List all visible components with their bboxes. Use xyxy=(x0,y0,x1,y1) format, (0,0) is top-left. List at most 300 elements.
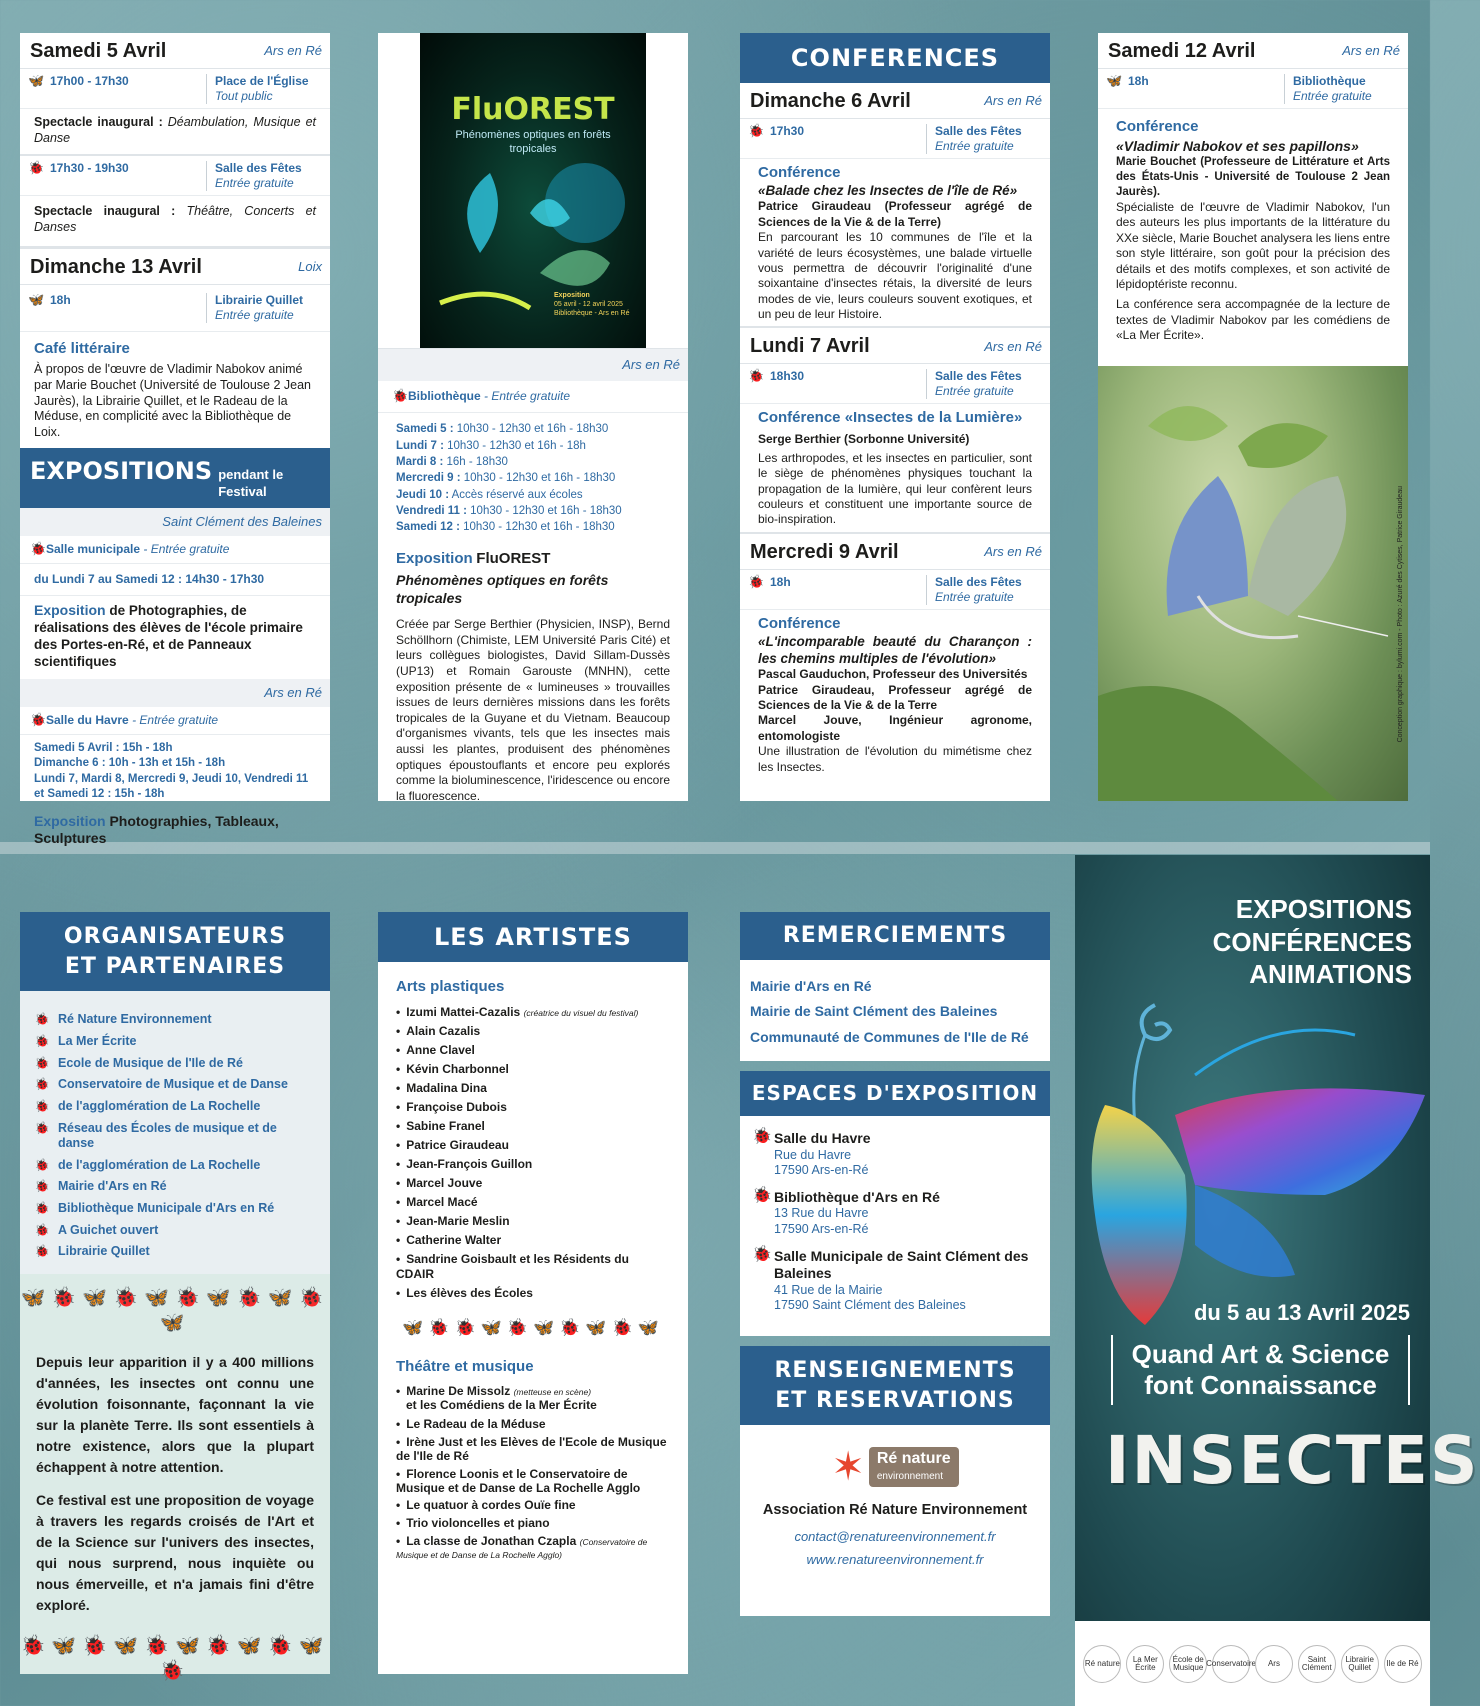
day-header xyxy=(740,326,1050,364)
conf-title: «Balade chez les Insectes de l'île de Ré» xyxy=(758,183,1018,199)
hours-line xyxy=(396,470,670,486)
beetle-icon: 🐞 xyxy=(34,1077,50,1092)
rne-logo xyxy=(740,1425,1050,1501)
artist-name: Catherine Walter xyxy=(406,1232,502,1247)
hours-time: Accès réservé aux écoles xyxy=(451,488,583,501)
slot-location: Salle des Fêtes xyxy=(935,574,1022,589)
partner-item xyxy=(34,1241,316,1263)
headline-line: ANIMATIONS xyxy=(1249,959,1412,989)
conf-title: «L'incomparable beauté du Charançon : les chemins multiples de l'évolution» xyxy=(758,633,1032,667)
partner-name: Librairie Quillet xyxy=(58,1244,150,1259)
insect-row-icon: 🐞🦋🐞🦋🐞🦋🐞🦋🐞🦋🐞 xyxy=(20,1635,330,1682)
slot-time: 17h00 - 17h30 xyxy=(50,74,129,88)
contact-block xyxy=(740,1346,1050,1616)
thanks-item: Mairie d'Ars en Ré xyxy=(750,977,872,994)
artist-item xyxy=(396,1060,670,1079)
intro-para: Depuis leur apparition il y a 400 millions d'années, les insectes ont connu une évolution foisonnante, façonnant la vie sur la planète Terre. Ils sont essentiels à notre existence, alors que la plupart échappent à notre attention. xyxy=(36,1354,314,1475)
artist-item xyxy=(396,1117,670,1136)
hours-line: Dimanche 6 : 10h - 13h et 15h - 18h xyxy=(34,757,226,770)
beetle-icon: 🐞 xyxy=(34,1244,50,1259)
artist-name: Madalina Dina xyxy=(406,1080,487,1095)
conf-label: Conférence xyxy=(1116,118,1199,135)
assoc-name: Association Ré Nature Environnement xyxy=(762,1502,1028,1519)
insect-row-icon: 🦋🐞🦋🐞🦋🐞🦋🐞🦋🐞🦋 xyxy=(20,1287,330,1334)
partners-list xyxy=(20,991,330,1275)
partner-logo: Saint Clément xyxy=(1298,1645,1336,1683)
contact-header xyxy=(740,1346,1050,1425)
day-title: Samedi 12 Avril xyxy=(1108,40,1256,62)
music-list xyxy=(378,1383,688,1415)
beetle-icon: 🐞 xyxy=(34,1034,50,1048)
head-line: RENSEIGNEMENTS xyxy=(774,1357,1016,1383)
hours-line: Lundi 7, Mardi 8, Mercredi 9, Jeudi 10, Vendredi 11 et Samedi 12 : 15h - 18h xyxy=(34,772,309,801)
time-slot xyxy=(1098,69,1408,109)
hours-time: 10h30 - 12h30 et 16h - 18h30 xyxy=(463,521,615,534)
day-place: Ars en Ré xyxy=(264,43,322,59)
day-header xyxy=(740,83,1050,119)
space-name: Salle Municipale de Saint Clément des Baleines xyxy=(774,1247,1029,1282)
event-desc xyxy=(20,109,330,156)
expo-name: FluOREST xyxy=(476,549,551,567)
poster-badge: Exposition xyxy=(554,292,590,299)
slot-location: Salle des Fêtes xyxy=(935,369,1022,384)
conf-speaker: Marie Bouchet (Professeure de Littérature et Arts des États-Unis - Université de Toulouse 2 Jean Jaurès). xyxy=(1116,155,1390,198)
partner-logo: Conservatoire xyxy=(1212,1645,1250,1683)
day-place: Ars en Ré xyxy=(984,338,1042,354)
fluorest-subtitle: Phénomènes optiques en forêts tropicales xyxy=(396,572,609,606)
slot-sub: Entrée gratuite xyxy=(935,384,1014,399)
partner-logo: La Mer Écrite xyxy=(1126,1645,1164,1683)
artist-item xyxy=(396,1098,670,1117)
partner-item xyxy=(34,1074,316,1096)
thanks-item: Communauté de Communes de l'Ile de Ré xyxy=(750,1029,1029,1046)
artist-name: Marcel Jouve xyxy=(406,1175,483,1190)
partner-name: A Guichet ouvert xyxy=(58,1222,159,1237)
partner-logos xyxy=(1075,1621,1430,1706)
expo-dates: du Lundi 7 au Samedi 12 : 14h30 - 17h30 xyxy=(20,564,330,596)
partner-item xyxy=(34,1198,316,1220)
fluorest-text: Créée par Serge Berthier (Physicien, INSP), Bernd Schöllhorn (Chimiste, LEM Université Paris Cité) et leurs collègues biologistes, David Sillam-Dussès (UP13) et Romain Garouste (MNHN), cette exposition présente de « lumineuses » trouvailles issues de leurs dernières missions dans les forêts tropicales de la Guyane et du Vietnam. Beaucoup d'organismes vivants, tels que les insectes mais aussi les plantes, produisent des phénomènes optiques époustouflants et encore peu explorés comme la bioluminescence, l'iridescence ou encore la fluorescence. xyxy=(396,617,670,803)
intro-para: Ce festival est une proposition de voyage à travers les regards croisés de l'Art et de la Science sur l'univers des insectes, qui nous surprend, nous inquiète ou nous émerveille, et n'a jamais fini d'être exploré. xyxy=(36,1492,314,1613)
partner-item xyxy=(34,1009,316,1031)
panel-nabokov xyxy=(1098,33,1408,801)
event-desc xyxy=(20,196,330,248)
partner-logo: École de Musique xyxy=(1169,1645,1207,1683)
beetle-icon: 🐞 xyxy=(34,1179,50,1194)
opening-hours xyxy=(378,413,688,543)
artist-name: Jean-Marie Meslin xyxy=(406,1213,510,1228)
day-title: Dimanche 13 Avril xyxy=(30,255,202,278)
expo-sub: - Entrée gratuite xyxy=(132,712,219,727)
artist-item xyxy=(396,1212,670,1231)
hours-day: Samedi 5 : xyxy=(396,423,454,436)
music-item xyxy=(396,1434,670,1466)
partner-name: Bibliothèque Municipale d'Ars en Ré xyxy=(58,1201,275,1215)
partners-header xyxy=(20,912,330,991)
hours-day: Mercredi 9 : xyxy=(396,472,461,485)
beetle-icon: 🐞 xyxy=(30,711,47,727)
partner-name: Réseau des Écoles de musique et de danse xyxy=(57,1120,277,1151)
space-item xyxy=(752,1130,1038,1179)
space-item xyxy=(752,1186,1038,1238)
desc-italic: Déambulation, Musique et Danse xyxy=(34,115,316,145)
partner-item xyxy=(34,1031,316,1053)
conf-text: Spécialiste de l'œuvre de Vladimir Nabokov, l'un des auteurs les plus importants de la littérature du XXe siècle, Marie Bouchet analysera les liens entre son style littéraire, son goût pour la précision des détails et des motifs complexes, et son activité de lépidoptériste reconnu. xyxy=(1116,199,1390,292)
artist-name: Anne Clavel xyxy=(406,1042,475,1057)
hours-line xyxy=(396,487,670,503)
space-city: 17590 Ars-en-Ré xyxy=(774,1222,869,1237)
item-name: Trio violoncelles et piano xyxy=(406,1516,550,1531)
fluorest-poster xyxy=(420,33,646,348)
artist-name: Françoise Dubois xyxy=(406,1099,507,1114)
partner-name: Ré Nature Environnement xyxy=(58,1012,212,1027)
slot-location: Bibliothèque xyxy=(1293,74,1366,88)
intro-block xyxy=(20,1274,330,1682)
day-place: Ars en Ré xyxy=(984,544,1042,560)
beetle-icon: 🐞 xyxy=(752,1186,772,1204)
expo-hours xyxy=(20,735,330,809)
tagline-line: font Connaissance xyxy=(1144,1370,1377,1401)
conf-text: Les arthropodes, et les insectes en particulier, sont le siège de phénomènes physiques touchant la propagation de la lumière, qui leur confèrent leurs couleurs et constituent une importante source de bio-inspiration. xyxy=(758,450,1032,527)
thanks-item: Mairie de Saint Clément des Baleines xyxy=(750,1003,998,1020)
music-item xyxy=(396,1515,670,1533)
conference-2 xyxy=(740,404,1050,531)
logo-line: Ré nature xyxy=(876,1450,951,1468)
artist-item xyxy=(396,1193,670,1212)
artist-name: Les élèves des Écoles xyxy=(406,1285,533,1300)
beetle-icon: 🐞 xyxy=(34,1098,50,1113)
music-list-2 xyxy=(378,1414,688,1533)
hours-day: Mardi 8 : xyxy=(396,455,444,468)
time-slot xyxy=(20,285,330,332)
day-title: Mercredi 9 Avril xyxy=(750,540,899,563)
item-name: La classe de Jonathan Czapla xyxy=(406,1533,577,1548)
hours-line xyxy=(396,503,670,519)
spaces-list xyxy=(740,1116,1050,1336)
space-address: 41 Rue de la Mairie xyxy=(774,1282,883,1297)
expo-place: Ars en Ré xyxy=(20,679,330,707)
music-item xyxy=(396,1416,670,1434)
item-note: (Conservatoire de Musique et de Danse de La Rochelle Agglo) xyxy=(396,1536,648,1561)
partner-item xyxy=(34,1096,316,1118)
slot-time: 18h xyxy=(50,292,71,307)
hours-line xyxy=(396,519,670,535)
partner-name: de l'agglomération de La Rochelle xyxy=(58,1157,261,1172)
conf-text: Une illustration de l'évolution du mimétisme chez les Insectes. xyxy=(758,744,1032,774)
slot-sub: Entrée gratuite xyxy=(935,589,1014,604)
spaces-header: ESPACES D'EXPOSITION xyxy=(740,1071,1050,1116)
cafe-text: À propos de l'œuvre de Vladimir Nabokov animé par Marie Bouchet (Université de Toulouse 2 Jean Jaurès), la Librairie Quillet, et le Radeau de la Méduse, en complicité avec la Bibliothèque de Loix. xyxy=(34,362,312,439)
day-place: Loix xyxy=(298,258,322,274)
expo-sub: - Entrée gratuite xyxy=(143,542,230,557)
butterfly-icon: 🦋 xyxy=(28,73,45,88)
artist-name: Jean-François Guillon xyxy=(406,1156,533,1171)
beetle-icon: 🐞 xyxy=(752,1245,772,1263)
hours-line xyxy=(396,454,670,470)
item-name: Irène Just et les Elèves de l'Ecole de Musique de l'Ile de Ré xyxy=(396,1435,667,1463)
partner-item xyxy=(34,1176,316,1198)
expo-location xyxy=(20,536,330,564)
expo-place: Saint Clément des Baleines xyxy=(20,508,330,536)
music-item xyxy=(396,1383,670,1415)
headline-line: EXPOSITIONS xyxy=(1235,894,1412,924)
conf-text: La conférence sera accompagnée de la lecture de textes de Vladimir Nabokov par les comédiens de «La Mer Écrite». xyxy=(1116,297,1390,343)
expo-loc: Bibliothèque xyxy=(408,389,481,404)
desc-bold: Spectacle inaugural : xyxy=(34,115,163,129)
partner-item xyxy=(34,1155,316,1177)
artist-item xyxy=(396,1003,670,1022)
website-link[interactable]: www.renatureenvironnement.fr xyxy=(806,1551,984,1567)
item-name: Marine De Missolz xyxy=(406,1383,511,1398)
conf-speaker: Serge Berthier (Sorbonne Université) xyxy=(758,431,970,446)
partner-name: La Mer Écrite xyxy=(58,1034,137,1048)
artists-header: LES ARTISTES xyxy=(378,912,688,962)
conf-title: «Vladimir Nabokov et ses papillons» xyxy=(1116,137,1359,154)
artist-name: Izumi Mattei-Cazalis xyxy=(406,1004,521,1019)
artist-name: Sandrine Goisbault et les Résidents du CDAIR xyxy=(396,1251,629,1281)
desc-italic: Théâtre, Concerts et Danses xyxy=(34,204,316,234)
conf-text: En parcourant les 10 communes de l'île et la variété de leurs écosystèmes, une balade virtuelle vous permettra de découvrir l'originalité d'une soixantaine d'insectes rétais, la diversité de leurs modes de vie, leurs couleurs souvent exotiques, et un peu de leur Histoire. xyxy=(758,230,1032,321)
cover-headline xyxy=(1213,893,1412,991)
slot-time: 17h30 xyxy=(770,124,805,138)
logo-line: environnement xyxy=(876,1471,944,1483)
beetle-icon: 🐞 xyxy=(392,388,409,404)
artist-name: Alain Cazalis xyxy=(406,1023,481,1038)
beetle-icon: 🐞 xyxy=(748,123,765,138)
artist-item xyxy=(396,1079,670,1098)
day-title: Dimanche 6 Avril xyxy=(750,90,911,112)
beetle-icon: 🐞 xyxy=(34,1055,50,1070)
artist-item xyxy=(396,1250,670,1284)
artist-item xyxy=(396,1041,670,1060)
time-slot xyxy=(740,119,1050,159)
artist-name: Kévin Charbonnel xyxy=(406,1061,509,1076)
artists-list xyxy=(378,1003,688,1303)
partner-logo: Ars xyxy=(1255,1645,1293,1683)
music-item xyxy=(396,1533,670,1563)
artist-item xyxy=(396,1136,670,1155)
expo-desc xyxy=(20,596,330,679)
item-name: Le quatuor à cordes Ouïe fine xyxy=(406,1498,576,1513)
cafe-block xyxy=(20,332,330,449)
headline-line: CONFÉRENCES xyxy=(1212,926,1412,957)
slot-location: Salle des Fêtes xyxy=(935,124,1022,138)
slot-location: Salle des Fêtes xyxy=(215,161,302,176)
hours-time: 10h30 - 12h30 et 16h - 18h30 xyxy=(463,472,616,485)
artist-item xyxy=(396,1022,670,1041)
head-line: ET PARTENAIRES xyxy=(64,953,286,979)
expo-location xyxy=(20,707,330,735)
conferences-header: CONFERENCES xyxy=(740,33,1050,83)
butterfly-photo xyxy=(1098,366,1408,801)
partner-item xyxy=(34,1118,316,1155)
beetle-icon: 🐞 xyxy=(748,368,765,384)
desc-bold: Spectacle inaugural : xyxy=(34,204,176,219)
expo-text: Photographies, Tableaux, Sculptures xyxy=(34,812,279,847)
expo-location xyxy=(378,381,688,413)
butterfly-icon: 🦋 xyxy=(28,291,45,307)
time-slot xyxy=(740,364,1050,404)
expositions-header xyxy=(20,448,330,508)
beetle-icon: 🐞 xyxy=(28,160,45,176)
space-city: 17590 Ars-en-Ré xyxy=(774,1163,869,1178)
day-header xyxy=(1098,33,1408,69)
space-item xyxy=(752,1245,1038,1314)
time-slot xyxy=(740,570,1050,610)
thanks-block xyxy=(740,912,1050,1061)
email-link[interactable]: contact@renatureenvironnement.fr xyxy=(794,1529,996,1545)
hours-time: 10h30 - 12h30 et 16h - 18h xyxy=(447,439,586,452)
moth-illustration xyxy=(1075,995,1430,1335)
partner-logo: Ré nature xyxy=(1083,1645,1121,1683)
artist-name: Marcel Macé xyxy=(406,1194,478,1209)
hours-day: Jeudi 10 : xyxy=(396,488,450,501)
partner-item xyxy=(34,1220,316,1242)
slot-time: 18h xyxy=(1128,74,1149,88)
panel-program-1 xyxy=(20,33,330,847)
beetle-icon: 🐞 xyxy=(748,573,765,589)
cafe-title: Café littéraire xyxy=(34,339,130,357)
partner-name: Ecole de Musique de l'Ile de Ré xyxy=(58,1055,243,1070)
beetle-icon: 🐞 xyxy=(752,1128,772,1146)
nabokov-conference xyxy=(1098,109,1408,352)
day-place: Ars en Ré xyxy=(984,93,1042,109)
item-name: Florence Loonis et le Conservatoire de Musique et de Danse de La Rochelle Agglo xyxy=(396,1466,641,1495)
panel-partners xyxy=(20,912,330,1682)
conf-speaker: Marcel Jouve, Ingénieur agronome, entomologiste xyxy=(758,713,1032,743)
photo-credit: Conception graphique : bylumi.com - Photo : Azuré des Cytises, Patrice Giraudeau xyxy=(1397,486,1405,743)
artist-item xyxy=(396,1231,670,1250)
slot-sub: Tout public xyxy=(215,89,273,103)
space-name: Salle du Havre xyxy=(774,1130,871,1147)
fluorest-title xyxy=(378,544,688,569)
expo-label: Exposition xyxy=(34,812,106,829)
beetle-icon: 🐞 xyxy=(34,1012,50,1027)
slot-sub: Entrée gratuite xyxy=(935,139,1014,153)
beetle-icon: 🐞 xyxy=(34,1157,50,1172)
item-name: Le Radeau de la Méduse xyxy=(406,1417,546,1432)
conf-label: Conférence xyxy=(758,614,841,632)
spaces-block xyxy=(740,1071,1050,1336)
hours-day: Vendredi 11 : xyxy=(396,504,467,517)
space-address: Rue du Havre xyxy=(774,1147,852,1162)
partner-logo: Ile de Ré xyxy=(1384,1645,1422,1683)
day-place: Ars en Ré xyxy=(1342,43,1400,59)
hours-line: Samedi 5 Avril : 15h - 18h xyxy=(34,741,173,754)
expo-sub: - Entrée gratuite xyxy=(484,389,571,404)
panel-artists xyxy=(378,912,688,1674)
partner-name: de l'agglomération de La Rochelle xyxy=(58,1098,261,1113)
hours-time: 10h30 - 12h30 et 16h - 18h30 xyxy=(470,504,622,517)
butterfly-icon: 🦋 xyxy=(1106,73,1123,88)
expo-place: Ars en Ré xyxy=(378,348,688,381)
hours-line xyxy=(396,421,670,437)
conference-3 xyxy=(740,610,1050,779)
expo-head: EXPOSITIONS xyxy=(30,457,213,486)
slot-time: 18h xyxy=(770,574,791,589)
artist-item xyxy=(396,1155,670,1174)
thanks-header: REMERCIEMENTS xyxy=(740,912,1050,960)
slot-time: 17h30 - 19h30 xyxy=(50,161,129,176)
poster-dates: 05 avril - 12 avril 2025 xyxy=(554,301,623,309)
beetle-icon: 🐞 xyxy=(34,1222,50,1237)
time-slot xyxy=(20,156,330,196)
hours-day: Samedi 12 : xyxy=(396,521,460,534)
day-header xyxy=(740,532,1050,570)
hours-day: Lundi 7 : xyxy=(396,439,444,452)
space-name: Bibliothèque d'Ars en Ré xyxy=(774,1188,940,1205)
expo-loc: Salle municipale xyxy=(46,542,141,557)
poster-subtitle: Phénomènes optiques en forêts tropicales xyxy=(455,129,611,155)
partner-name: Mairie d'Ars en Ré xyxy=(58,1179,167,1194)
artist-item xyxy=(396,1284,670,1303)
slot-location: Librairie Quillet xyxy=(215,292,304,307)
item-name: et les Comédiens de la Mer Écrite xyxy=(406,1397,597,1412)
hours-time: 16h - 18h30 xyxy=(446,455,508,468)
day-title: Lundi 7 Avril xyxy=(750,335,870,358)
space-city: 17590 Saint Clément des Baleines xyxy=(774,1298,966,1313)
insect-row-icon: 🦋🐞🐞🦋🐞🦋🐞🦋🐞🦋 xyxy=(402,1317,664,1337)
conf-label: Conférence xyxy=(758,164,841,181)
panel-cover xyxy=(1075,855,1480,1706)
panel-contacts xyxy=(740,912,1050,1674)
butterfly-illustration xyxy=(1098,366,1408,801)
poster-place: Bibliothèque - Ars en Ré xyxy=(554,310,630,318)
slot-sub: Entrée gratuite xyxy=(1293,89,1372,103)
partner-name: Conservatoire de Musique et de Danse xyxy=(58,1077,288,1092)
panel-conferences xyxy=(740,33,1050,801)
slot-time: 18h30 xyxy=(770,369,805,384)
poster-info xyxy=(554,291,634,318)
partner-item xyxy=(34,1053,316,1075)
expo-desc xyxy=(20,809,330,852)
time-slot xyxy=(20,69,330,109)
starfish-icon: ✶ xyxy=(831,1445,865,1490)
beetle-icon: 🐞 xyxy=(30,541,47,557)
conf-title: Conférence «Insectes de la Lumière» xyxy=(758,409,1023,427)
slot-location: Place de l'Église xyxy=(215,74,309,88)
expo-label: Exposition xyxy=(396,549,473,567)
cover-tagline xyxy=(1111,1335,1410,1405)
day-header xyxy=(20,33,330,69)
beetle-icon: 🐞 xyxy=(34,1120,50,1135)
music-item xyxy=(396,1466,670,1498)
beetle-icon: 🐞 xyxy=(34,1201,50,1215)
partner-logo: Librairie Quillet xyxy=(1341,1645,1379,1683)
slot-sub: Entrée gratuite xyxy=(215,176,294,191)
conf-speaker: Patrice Giraudeau (Professeur agrégé de Sciences de la Vie & de la Terre) xyxy=(758,199,1032,229)
head-line: ORGANISATEURS xyxy=(63,924,287,949)
expo-text: de Photographies, de réalisations des élèves de l'école primaire des Portes-en-Ré, et de Panneaux scientifiques xyxy=(34,603,303,669)
thanks-list xyxy=(740,960,1050,1062)
music-subtitle: Théâtre et musique xyxy=(396,1358,534,1375)
hours-line xyxy=(396,438,670,454)
music-item xyxy=(396,1497,670,1515)
item-note: (metteuse en scène) xyxy=(513,1386,592,1397)
logo-text xyxy=(869,1447,959,1487)
day-header xyxy=(20,249,330,285)
space-address: 13 Rue du Havre xyxy=(774,1206,869,1221)
artist-note: (créatrice du visuel du festival) xyxy=(523,1007,639,1018)
cover-title: INSECTES xyxy=(1105,1422,1480,1499)
artist-name: Sabine Franel xyxy=(406,1118,485,1133)
panel-fluorest xyxy=(378,33,688,801)
expo-head-small: pendant le Festival xyxy=(218,467,284,499)
conf-speaker: Pascal Gauduchon, Professeur des Universités xyxy=(758,667,1028,682)
tagline-line: Quand Art & Science xyxy=(1131,1339,1390,1369)
artist-name: Patrice Giraudeau xyxy=(406,1137,509,1152)
hours-time: 10h30 - 12h30 et 16h - 18h30 xyxy=(456,423,609,436)
